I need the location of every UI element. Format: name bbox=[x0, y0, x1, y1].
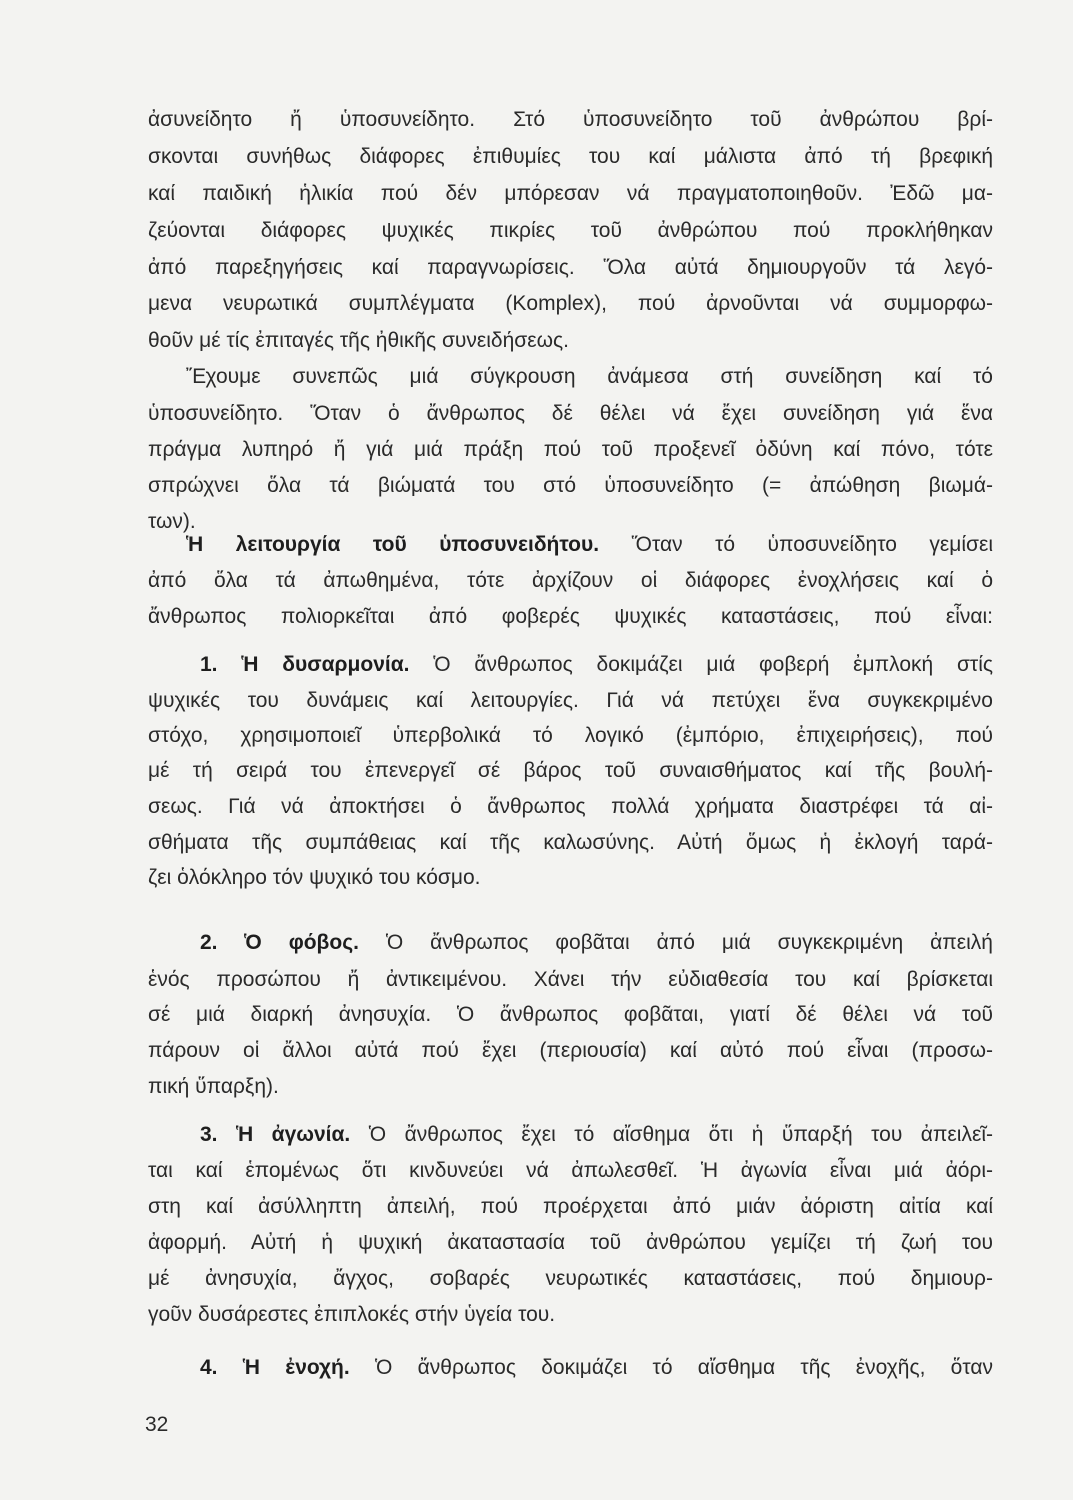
text-line bbox=[148, 401, 993, 427]
line-text: Ὁ ἄνθρωπος ἔχει τό αἴσθημα ὅτι ἡ ὕπαρξή του ἀπειλεῖ- bbox=[350, 1123, 993, 1146]
text-line bbox=[148, 1002, 993, 1028]
text-line bbox=[200, 652, 993, 678]
line-text: καί παιδική ἡλικία πού δέν μπόρεσαν νά πραγματοποιηθοῦν. Ἐδῶ μα- bbox=[148, 182, 993, 205]
text-line bbox=[148, 473, 993, 499]
line-text: μέ τή σειρά του ἐπενεργεῖ σέ βάρος τοῦ συναισθήματος καί τῆς βουλή- bbox=[148, 759, 993, 782]
line-text: πική ὕπαρξη). bbox=[148, 1075, 279, 1098]
line-text: σκονται συνήθως διάφορες ἐπιθυμίες του καί μάλιστα ἀπό τή βρεφική bbox=[148, 145, 993, 168]
line-text: ται καί ἑπομένως ὅτι κινδυνεύει νά ἀπωλεσθεῖ. Ἡ ἀγωνία εἶναι μιά ἀόρι- bbox=[148, 1159, 993, 1182]
line-text: Ὁ ἄνθρωπος δοκιμάζει μιά φοβερή ἐμπλοκή στίς bbox=[409, 653, 993, 676]
section-heading: 2. Ὁ φόβος. bbox=[200, 931, 359, 954]
line-text: ψυχικές του δυνάμεις καί λειτουργίες. Γιά νά πετύχει ἕνα συγκεκριμένο bbox=[148, 689, 993, 712]
line-text: σέ μιά διαρκή ἀνησυχία. Ὁ ἄνθρωπος φοβᾶται, γιατί δέ θέλει νά τοῦ bbox=[148, 1003, 993, 1026]
text-line bbox=[148, 1266, 993, 1292]
text-line bbox=[148, 291, 993, 317]
line-text: ἑνός προσώπου ἤ ἀντικειμένου. Χάνει τήν εὐδιαθεσία του καί βρίσκεται bbox=[148, 968, 993, 991]
line-text: Ὁ ἄνθρωπος φοβᾶται ἀπό μιά συγκεκριμένη ἀπειλή bbox=[358, 931, 993, 954]
line-text: Ὅταν τό ὑποσυνείδητο γεμίσει bbox=[599, 533, 993, 556]
text-line bbox=[148, 1074, 993, 1100]
section-heading: 1. Ἡ δυσαρμονία. bbox=[200, 653, 410, 676]
text-line bbox=[148, 437, 993, 463]
section-heading: 3. Ἡ ἀγωνία. bbox=[200, 1123, 351, 1146]
text-line bbox=[148, 181, 993, 207]
text-line bbox=[148, 1038, 993, 1064]
text-line bbox=[148, 604, 993, 630]
text-line bbox=[186, 532, 993, 558]
line-text: ζεύονται διάφορες ψυχικές πικρίες τοῦ ἀνθρώπου πού προκλήθηκαν bbox=[148, 219, 993, 242]
line-text: ἀπό παρεξηγήσεις καί παραγνωρίσεις. Ὅλα αὐτά δημιουργοῦν τά λεγό- bbox=[148, 256, 993, 279]
section-heading: 4. Ἡ ἐνοχή. bbox=[200, 1356, 350, 1379]
line-text: μενα νευρωτικά συμπλέγματα (Komplex), πού ἀρνοῦνται νά συμμορφω- bbox=[148, 292, 993, 315]
text-line bbox=[148, 1230, 993, 1256]
line-text: πράγμα λυπηρό ἤ γιά μιά πράξη πού τοῦ προξενεῖ ὀδύνη καί πόνο, τότε bbox=[148, 438, 993, 461]
page-number: 32 bbox=[145, 1413, 169, 1436]
text-line bbox=[148, 1194, 993, 1220]
line-text: ἀπό ὅλα τά ἀπωθημένα, τότε ἀρχίζουν οἱ διάφορες ἐνοχλήσεις καί ὁ bbox=[148, 569, 993, 592]
text-line bbox=[200, 1122, 993, 1148]
text-line bbox=[148, 328, 993, 354]
line-text: ἄνθρωπος πολιορκεῖται ἀπό φοβερές ψυχικές καταστάσεις, πού εἶναι: bbox=[148, 605, 993, 628]
line-text: στη καί ἀσύλληπτη ἀπειλή, πού προέρχεται ἀπό μιάν ἀόριστη αἰτία καί bbox=[148, 1195, 993, 1218]
line-text: ὑποσυνείδητο. Ὅταν ὁ ἄνθρωπος δέ θέλει νά ἔχει συνείδηση γιά ἕνα bbox=[148, 402, 993, 425]
line-text: σπρώχνει ὅλα τά βιώματά του στό ὑποσυνείδητο (= ἀπώθηση βιωμά- bbox=[148, 474, 993, 497]
text-line bbox=[148, 967, 993, 993]
text-line bbox=[200, 930, 993, 956]
text-line bbox=[148, 144, 993, 170]
line-text: Ὁ ἄνθρωπος δοκιμάζει τό αἴσθημα τῆς ἐνοχῆς, ὅταν bbox=[349, 1356, 993, 1379]
line-text: Ἔχουμε συνεπῶς μιά σύγκρουση ἀνάμεσα στή συνείδηση καί τό bbox=[186, 365, 993, 388]
text-line bbox=[148, 865, 993, 891]
line-text: ἀφορμή. Αὐτή ἡ ψυχική ἀκαταστασία τοῦ ἀνθρώπου γεμίζει τή ζωή του bbox=[148, 1231, 993, 1254]
line-text: ἀσυνείδητο ἤ ὑποσυνείδητο. Στό ὑποσυνείδητο τοῦ ἀνθρώπου βρί- bbox=[148, 108, 993, 131]
line-text: των). bbox=[148, 510, 196, 533]
line-text: ζει ὁλόκληρο τόν ψυχικό του κόσμο. bbox=[148, 866, 481, 889]
text-line bbox=[148, 1302, 993, 1328]
text-line bbox=[148, 723, 993, 749]
line-text: σθήματα τῆς συμπάθειας καί τῆς καλωσύνης. Αὐτή ὅμως ἡ ἐκλογή ταρά- bbox=[148, 831, 993, 854]
line-text: θοῦν μέ τίς ἐπιταγές τῆς ἠθικῆς συνειδήσεως. bbox=[148, 329, 569, 352]
text-line bbox=[148, 107, 993, 133]
line-text: σεως. Γιά νά ἀποκτήσει ὁ ἄνθρωπος πολλά χρήματα διαστρέφει τά αἰ- bbox=[148, 795, 993, 818]
section-heading: Ἡ λειτουργία τοῦ ὑποσυνειδήτου. bbox=[186, 533, 600, 556]
line-text: μέ ἀνησυχία, ἄγχος, σοβαρές νευρωτικές καταστάσεις, πού δημιουρ- bbox=[148, 1267, 993, 1290]
text-line bbox=[148, 688, 993, 714]
text-line bbox=[148, 568, 993, 594]
text-line bbox=[148, 794, 993, 820]
text-line bbox=[148, 218, 993, 244]
line-text: στόχο, χρησιμοποιεῖ ὑπερβολικά τό λογικό (ἐμπόριο, ἐπιχειρήσεις), πού bbox=[148, 724, 993, 747]
line-text: πάρουν οἱ ἄλλοι αὐτά πού ἔχει (περιουσία) καί αὐτό πού εἶναι (προσω- bbox=[148, 1039, 993, 1062]
text-line bbox=[148, 255, 993, 281]
text-line bbox=[186, 364, 993, 390]
text-line bbox=[148, 1158, 993, 1184]
text-line bbox=[148, 830, 993, 856]
text-line bbox=[200, 1355, 993, 1381]
text-line bbox=[148, 758, 993, 784]
line-text: γοῦν δυσάρεστες ἐπιπλοκές στήν ὑγεία του. bbox=[148, 1303, 556, 1326]
